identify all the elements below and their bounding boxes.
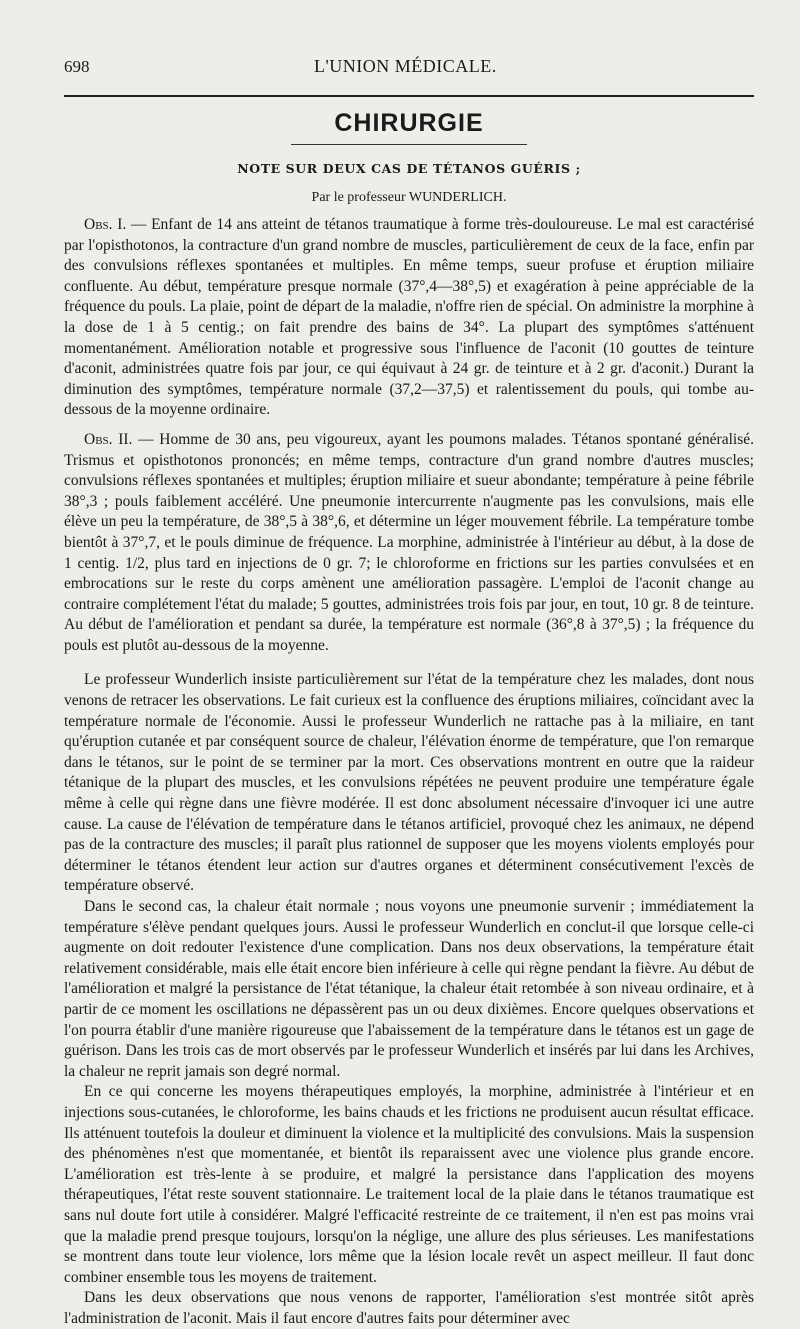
- header-rule: [64, 95, 754, 97]
- page-number: 698: [64, 57, 90, 76]
- paragraph: En ce qui concerne les moyens thérapeutiques employés, la morphine, administrée à l'intérieur et en injections sous-cutanées, le chloroforme, les bains chauds et les frictions ne produisent aucun résultat efficace. Ils atténuent toutefois la douleur et diminuent la violence et la multiplicité des convulsions. Mais la suspension des phénomènes n'est que momentanée, et bientôt ils reparaissent avec une violence plus grande encore. L'amélioration est très-lente à se produire, et malgré la persistance dans l'application des moyens thérapeutiques, l'état reste souvent stationnaire. Le traitement local de la plaie dans le tétanos traumatique est sans nul doute fort utile à considérer. Malgré l'efficacité restreinte de ce traitement, il n'en est pas moins vrai que la maladie prend presque toujours, lorsqu'on la néglige, une allure des plus sérieuses. Les manifestations se montrent dans toute leur violence, lors même que la lésion locale revêt un aspect meilleur. Il faut donc combiner ensemble tous les moyens de traitement.: [64, 1083, 754, 1286]
- section-title: CHIRURGIE: [334, 109, 484, 137]
- running-head: [64, 0, 754, 77]
- paragraph: Dans les deux observations que nous venons de rapporter, l'amélioration s'est montrée sitôt après l'administration de l'aconit. Mais il faut encore d'autres faits pour déterminer avec: [64, 1289, 754, 1327]
- article-body: [64, 215, 754, 1329]
- paragraph-obs-1: [64, 215, 754, 421]
- paragraph-text: Homme de 30 ans, peu vigoureux, ayant les poumons malades. Tétanos spontané généralisé. Trismus et opisthotonos prononcés; en même temps, contracture d'un grand nombre d'autres muscles; convulsions réflexes spontanées et multiples; éruption miliaire et sueur abondante; température à peine fébrile 38°,3 ; pouls faiblement accéléré. Une pneumonie intercurrente n'augmente pas les convulsions, mais elle élève un peu la température, de 38°,5 à 38°,6, et détermine un léger mouvement fébrile. La température tombe bientôt à 37°,7, et le pouls diminue de fréquence. La morphine, administrée à l'intérieur au début, à la dose de 1 centig. 1/2, plus tard en injections de 0 gr. 7; le chloroforme en frictions sur les parties convulsées et en embrocations sur le reste du corps amènent une amélioration passagère. L'emploi de l'aconit change au contraire complétement l'état du malade; 5 gouttes, administrées trois fois par jour, en tout, 10 gr. 8 de teinture. Au début de l'amélioration et pendant sa durée, la température est normale (36°,8 à 37°,5) ; la fréquence du pouls est plutôt au-dessous de la moyenne.: [64, 430, 754, 654]
- paragraph-text: Enfant de 14 ans atteint de tétanos traumatique à forme très-douloureuse. Le mal est caractérisé par l'opisthotonos, la contracture d'un grand nombre de muscles, particulièrement de ceux de la face, enfin par des convulsions réflexes spontanées et multiples. En même temps, sueur profuse et éruption miliaire confluente. Au début, température presque normale (37°,4—38°,5) et exagération à peine appréciable de la fréquence du pouls. La plaie, point de départ de la maladie, n'offre rien de spécial. On administre la morphine à la dose de 1 à 5 centig.; on fait prendre des bains de 34°. La plupart des symptômes s'atténuent momentanément. Amélioration notable et progressive sous l'influence de l'aconit (10 gouttes de teinture d'aconit, administrées quatre fois par jour, ce qui équivaut à 24 gr. de teinture et à 2 gr. d'aconit.) Durant la diminution des symptômes, température normale (37,2—37,5) et ralentissement du pouls, qui tombe au-dessous de la moyenne ordinaire.: [64, 216, 754, 419]
- paragraph-obs-2: [64, 430, 754, 657]
- paragraph: Le professeur Wunderlich insiste particulièrement sur l'état de la température chez les malades, dont nous venons de retracer les observations. Le fait curieux est la confluence des éruptions miliaires, coïncidant avec la température normale de l'économie. Aussi le professeur Wunderlich ne rattache pas à la miliaire, en tant qu'éruption cutanée et par conséquent source de chaleur, l'élévation énorme de température, que l'on remarque dans le tétanos, sur le point de se terminer par la mort. Ces observations montrent en outre que la raideur tétanique de la plupart des muscles, et les convulsions répétées ne peuvent produire une température égale même à celle qui règne dans une fièvre modérée. Il est donc absolument nécessaire d'invoquer ici une autre cause. La cause de l'élévation de température dans le tétanos artificiel, provoqué chez les animaux, ne dépend pas de la contracture des muscles; il paraît plus rationnel de supposer que les moyens violents employés pour déterminer le tétanos étendent leur action sur d'autres organes et déterminent consécutivement l'excès de température observé.: [64, 671, 754, 895]
- obs-label: Obs. I. —: [84, 216, 147, 233]
- article-byline: Par le professeur WUNDERLICH.: [311, 190, 507, 205]
- journal-title: L'UNION MÉDICALE.: [314, 56, 497, 76]
- obs-label: Obs. II. —: [84, 430, 154, 448]
- paragraph: Dans le second cas, la chaleur était normale ; nous voyons une pneumonie survenir ; immédiatement la température s'élève pendant quelques jours. Aussi le professeur Wunderlich en conclut-il que lorsque celle-ci augmente on doit redouter l'existence d'une complication. Dans nos deux observations, la température était relativement considérable, mais elle était encore bien inférieure à celle qui règne pendant la fièvre. Au début de l'amélioration et malgré la persistance de l'état tétanique, la chaleur était retombée à son niveau ordinaire, et à partir de ce moment les oscillations ne dépassèrent pas un ou deux dixièmes. Encore quelques observations et l'on pourra établir d'une manière rigoureuse que l'abaissement de la température dans le tétanos est un gage de guérison. Dans les trois cas de mort observés par le professeur Wunderlich et insérés par lui dans les Archives, la chaleur ne reprit jamais son degré normal.: [64, 898, 754, 1080]
- section-rule: [291, 144, 527, 145]
- article-title: NOTE SUR DEUX CAS DE TÉTANOS GUÉRIS ;: [237, 161, 581, 176]
